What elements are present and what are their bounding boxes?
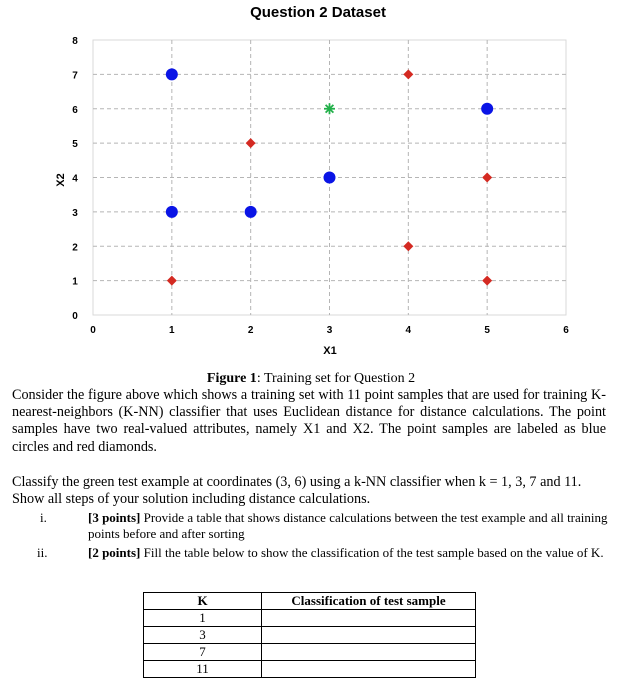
table-cell-classification[interactable] xyxy=(262,644,476,661)
y-tick-label: 2 xyxy=(72,242,78,254)
item-1 xyxy=(88,510,608,542)
table-cell-classification[interactable] xyxy=(262,661,476,678)
blue-circle-point xyxy=(324,172,336,184)
x-tick-label: 1 xyxy=(169,325,175,336)
figure-caption xyxy=(0,371,622,387)
table-row xyxy=(144,661,476,678)
figure-caption-label: Figure 1 xyxy=(206,371,257,386)
red-diamond-point xyxy=(246,138,256,148)
table-cell-k: 3 xyxy=(144,627,262,644)
figure-caption-text: : Training set for Question 2 xyxy=(256,371,416,386)
table-cell-k: 11 xyxy=(144,661,262,678)
table-cell-k: 7 xyxy=(144,644,262,661)
table-row xyxy=(144,644,476,661)
red-diamond-point xyxy=(403,241,413,251)
x-tick-label: 6 xyxy=(563,325,569,336)
item-2-number: ii. xyxy=(37,545,48,560)
x-tick-label: 0 xyxy=(90,325,96,336)
x-tick-label: 5 xyxy=(484,325,490,336)
chart-title: Question 2 Dataset xyxy=(250,4,386,21)
table-cell-classification[interactable] xyxy=(262,610,476,627)
red-diamond-point xyxy=(167,276,177,286)
y-tick-label: 0 xyxy=(72,311,78,322)
blue-circle-point xyxy=(166,206,178,218)
item-1-points: [3 points] xyxy=(88,510,141,525)
x-tick-label: 2 xyxy=(247,325,254,336)
red-diamond-point xyxy=(482,173,492,183)
blue-circle-point xyxy=(245,206,257,218)
item-2-text: Fill the table below to show the classification of the test sample based on the value of K. xyxy=(140,545,604,560)
table-header-k: K xyxy=(144,593,262,610)
y-tick-label: 4 xyxy=(72,173,78,185)
x-tick-label: 4 xyxy=(405,325,412,336)
intro-paragraph: Consider the figure above which shows a training set with 11 point samples that are used for training K-nearest-neighbors (K-NN) classifier that uses Euclidean distance for distance calculations. The point samples have two real-valued attributes, namely X1 and X2. The point samples are labeled as blue circles and red diamonds. xyxy=(12,387,606,455)
y-tick-label: 5 xyxy=(72,139,78,151)
red-diamond-point xyxy=(403,69,413,79)
table-row xyxy=(144,627,476,644)
task-paragraph: Classify the green test example at coordinates (3, 6) using a k-NN classifier when k = 1, 3, 7 and 11. Show all steps of your solution including distance calculations. xyxy=(12,474,582,508)
x-axis-label: X1 xyxy=(323,345,337,357)
table-cell-k: 1 xyxy=(144,610,262,627)
y-tick-label: 8 xyxy=(72,36,78,47)
table-header-classification: Classification of test sample xyxy=(262,593,476,610)
item-1-text: Provide a table that shows distance calculations between the test example and all training points before and after sorting xyxy=(88,510,608,541)
green-test-point xyxy=(324,103,335,114)
red-diamond-point xyxy=(482,276,492,286)
y-tick-label: 3 xyxy=(72,207,78,219)
blue-circle-point xyxy=(166,68,178,80)
y-tick-label: 6 xyxy=(72,104,78,116)
y-axis-label: X2 xyxy=(55,173,67,187)
blue-circle-point xyxy=(481,103,493,115)
item-2-points: [2 points] xyxy=(88,545,141,560)
item-1-number: i. xyxy=(40,510,47,525)
classification-table xyxy=(143,592,476,678)
x-tick-labels xyxy=(90,325,569,336)
y-tick-label: 1 xyxy=(72,276,78,288)
table-cell-classification[interactable] xyxy=(262,627,476,644)
y-tick-labels xyxy=(72,36,78,322)
item-2 xyxy=(88,545,608,561)
table-row xyxy=(144,610,476,627)
x-tick-label: 3 xyxy=(326,325,333,336)
y-tick-label: 7 xyxy=(72,70,78,82)
table-header-row xyxy=(144,593,476,610)
